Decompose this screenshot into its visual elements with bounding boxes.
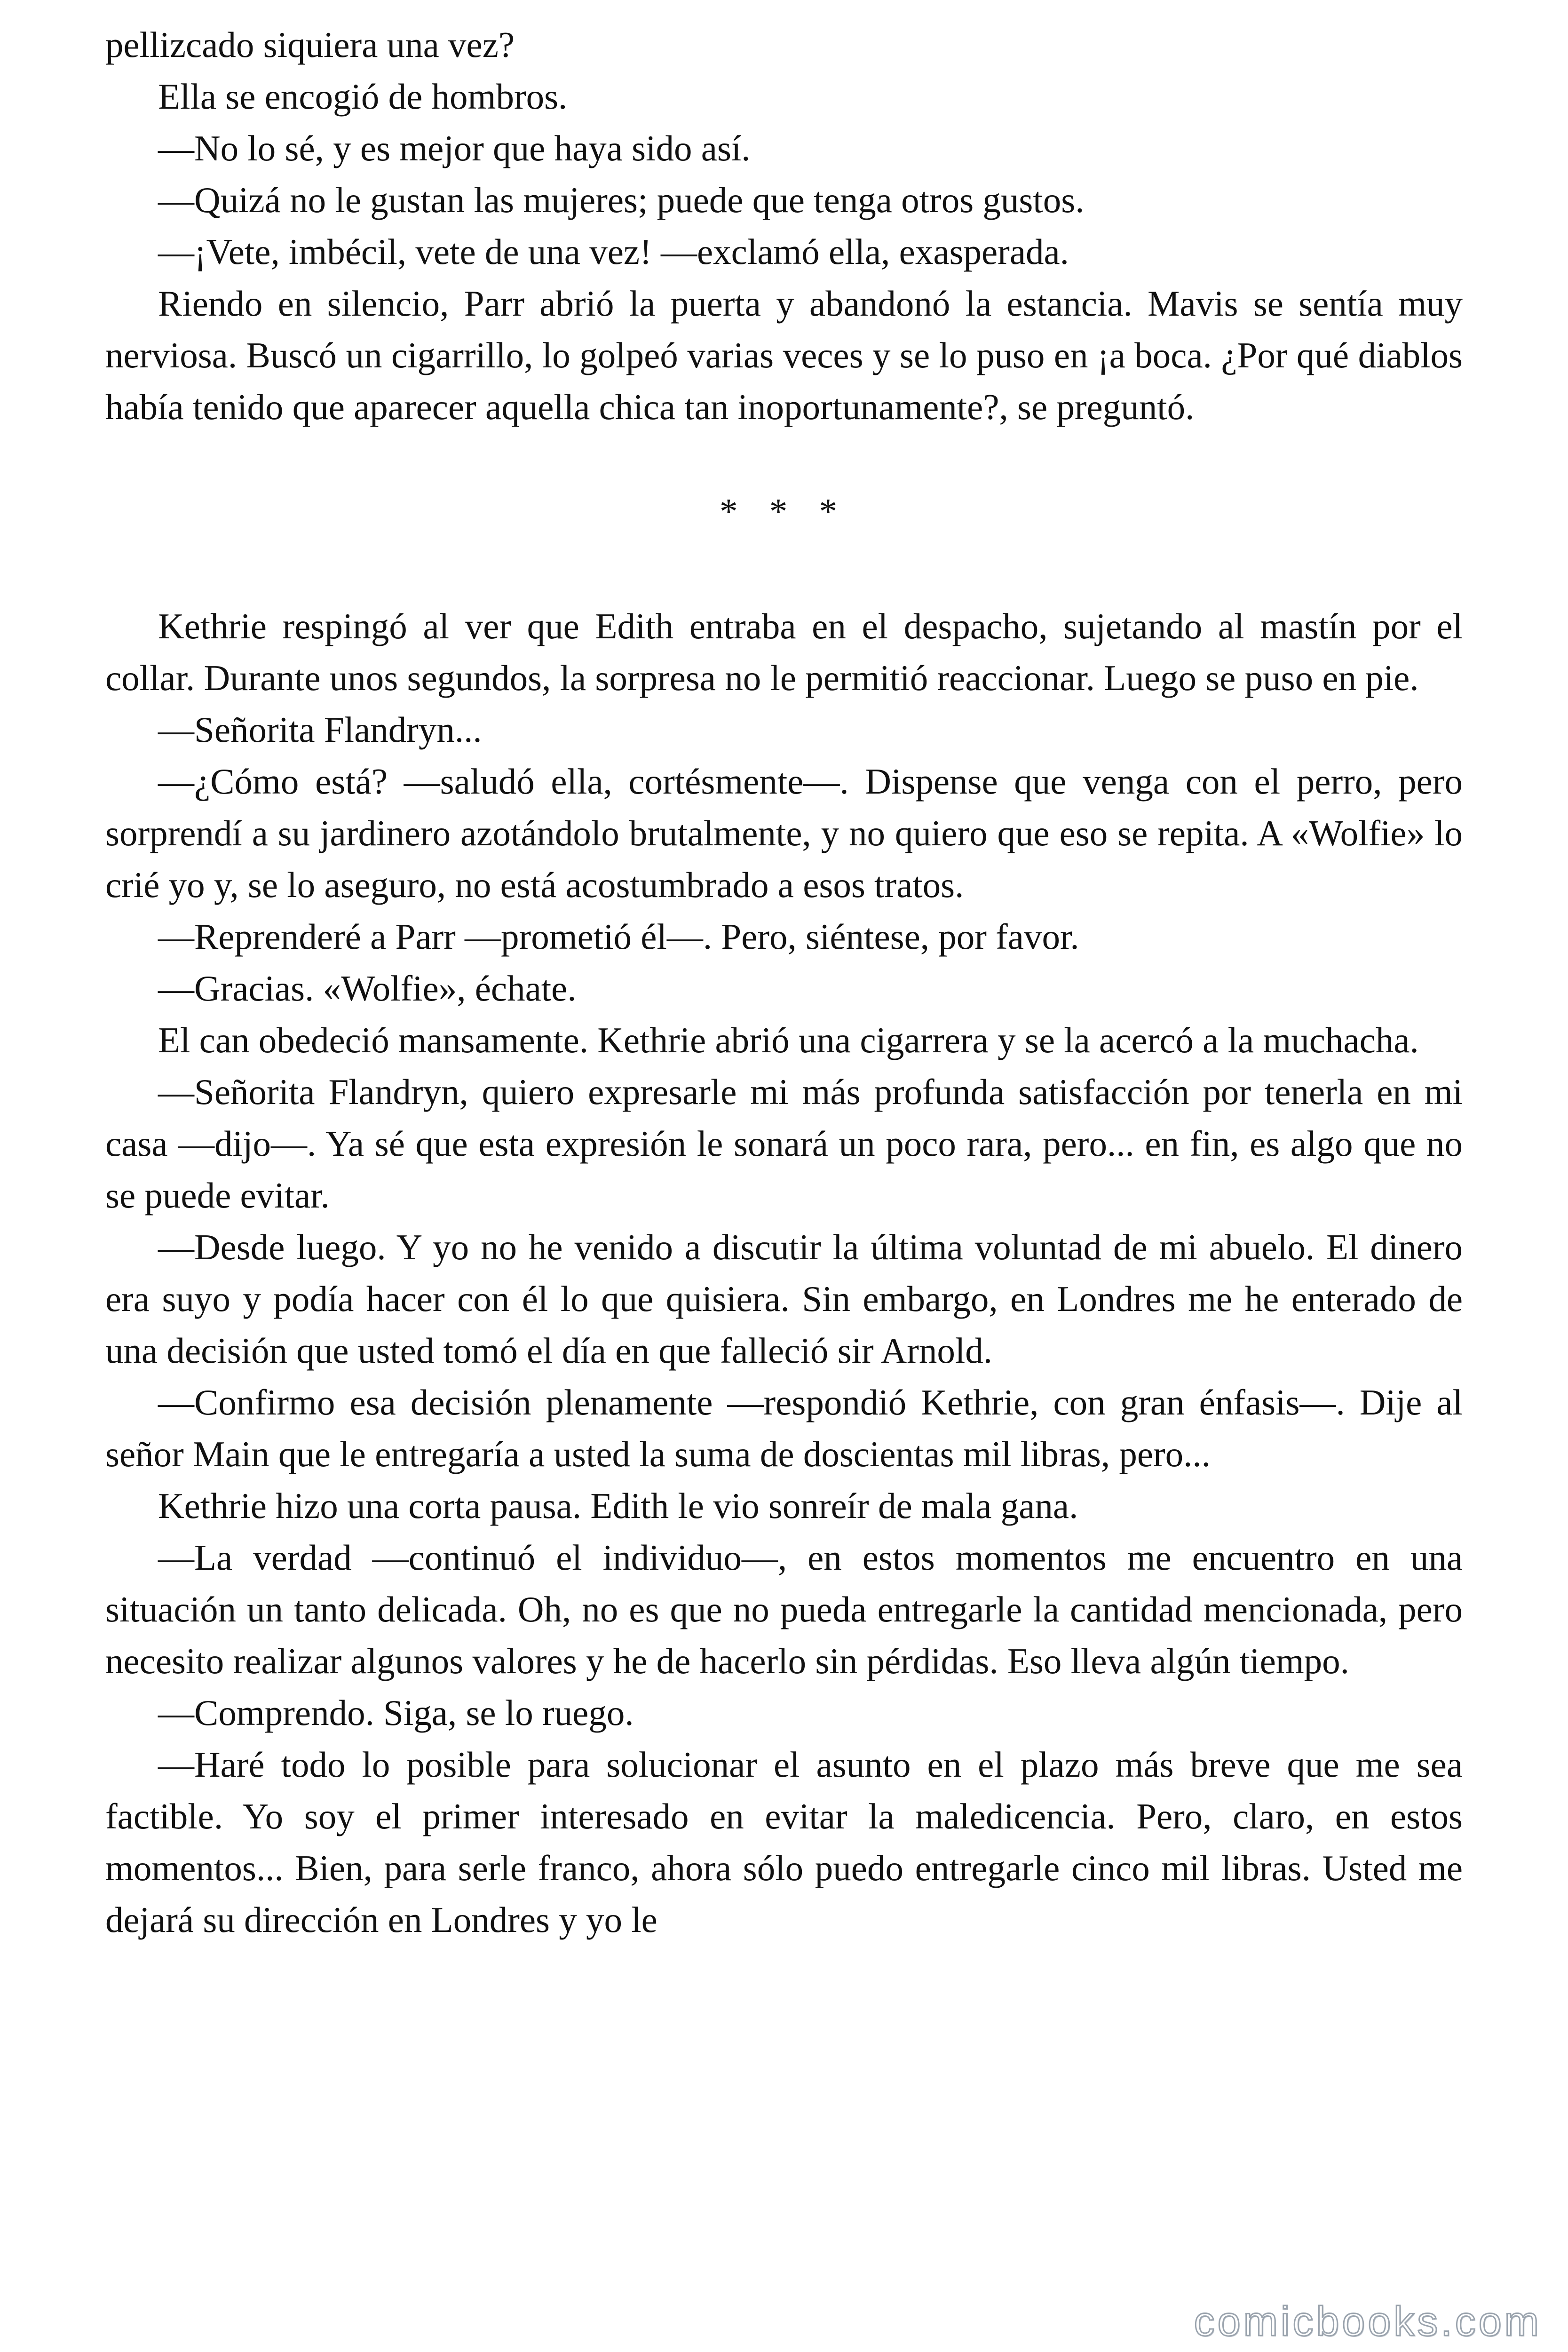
paragraph: El can obedeció mansamente. Kethrie abrió una cigarrera y se la acercó a la muchacha. (158, 1020, 1419, 1060)
paragraph: —¡Vete, imbécil, vete de una vez! —exclamó ella, exasperada. (158, 231, 1069, 272)
paragraph: —¿Cómo está? —saludó ella, cortésmente—. Dispense que venga con el perro, pero sorprendí a su jardinero azotándolo brutalmente, y no quiero que eso se repita. A «Wolfie» lo crié yo y, se lo aseguro, no está acostumbrado a esos tratos. (105, 761, 1463, 905)
text-block-after (105, 600, 1463, 1946)
section-separator: * * * (720, 491, 848, 532)
text-block-before (105, 19, 1463, 433)
paragraph: —Quizá no le gustan las mujeres; puede que tenga otros gustos. (158, 180, 1085, 220)
paragraph: —La verdad —continuó el individuo—, en estos momentos me encuentro en una situación un tanto delicada. Oh, no es que no pueda entregarle la cantidad mencionada, pero necesito realizar algunos valores y he de hacerlo sin pérdidas. Eso lleva algún tiempo. (105, 1537, 1463, 1681)
paragraph: —Confirmo esa decisión plenamente —respondió Kethrie, con gran énfasis—. Dije al señor Main que le entregaría a usted la suma de doscientas mil libras, pero... (105, 1382, 1463, 1474)
paragraph: —Desde luego. Y yo no he venido a discutir la última voluntad de mi abuelo. El dinero era suyo y podía hacer con él lo que quisiera. Sin embargo, en Londres me he enterado de una decisión que usted tomó el día en que falleció sir Arnold. (105, 1227, 1463, 1371)
book-page (105, 19, 1463, 1946)
paragraph: —Gracias. «Wolfie», échate. (158, 968, 577, 1009)
paragraph: —Señorita Flandryn, quiero expresarle mi más profunda satisfacción por tenerla en mi casa —dijo—. Ya sé que esta expresión le sonará un poco rara, pero... en fin, es algo que no se puede evitar. (105, 1072, 1463, 1216)
paragraph: —Señorita Flandryn... (158, 709, 482, 750)
paragraph: —No lo sé, y es mejor que haya sido así. (158, 128, 751, 168)
paragraph: —Comprendo. Siga, se lo ruego. (158, 1692, 634, 1733)
paragraph: —Reprenderé a Parr —prometió él—. Pero, siéntese, por favor. (158, 916, 1079, 957)
paragraph: —Haré todo lo posible para solucionar el asunto en el plazo más breve que me sea factible. Yo soy el primer interesado en evitar la maledicencia. Pero, claro, en estos momentos... Bien, para serle franco, ahora sólo puedo entregarle cinco mil libras. Usted me dejará su dirección en Londres y yo le (105, 1744, 1463, 1940)
paragraph: Riendo en silencio, Parr abrió la puerta y abandonó la estancia. Mavis se sentía muy nerviosa. Buscó un cigarrillo, lo golpeó varias veces y se lo puso en ¡a boca. ¿Por qué diablos había tenido que aparecer aquella chica tan inoportunamente?, se preguntó. (105, 283, 1463, 427)
watermark: comicbooks.com (1194, 2298, 1542, 2344)
paragraph: Kethrie hizo una corta pausa. Edith le vio sonreír de mala gana. (158, 1486, 1078, 1526)
paragraph: Kethrie respingó al ver que Edith entraba en el despacho, sujetando al mastín por el collar. Durante unos segundos, la sorpresa no le permitió reaccionar. Luego se puso en pie. (105, 606, 1463, 698)
paragraph: pellizcado siquiera una vez? (105, 24, 515, 65)
paragraph: Ella se encogió de hombros. (158, 76, 568, 117)
